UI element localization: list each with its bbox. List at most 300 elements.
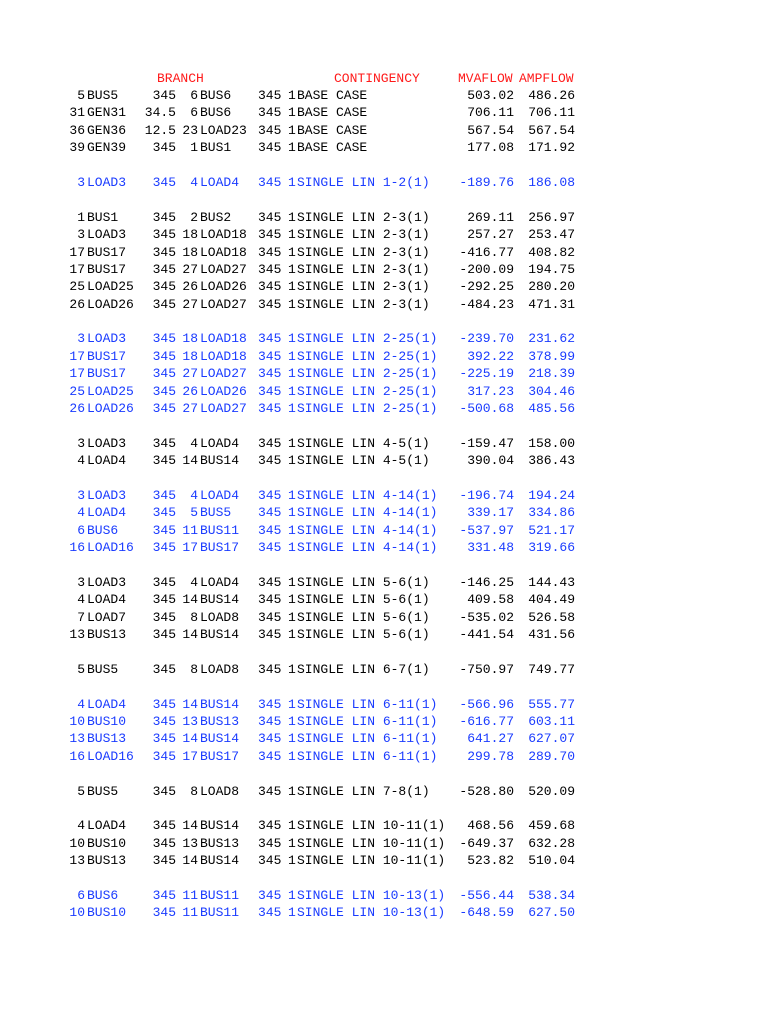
ampflow-value: 186.08 (528, 174, 575, 190)
circuit-id: 1 (288, 140, 296, 156)
from-kv: 345 (152, 835, 176, 851)
ampflow-value: 158.00 (528, 435, 575, 451)
contingency-name: SINGLE LIN 5-6(1) (297, 592, 430, 608)
ampflow-value: 378.99 (528, 348, 575, 364)
table-row (0, 539, 768, 556)
from-bus-name: LOAD4 (87, 696, 127, 712)
from-kv: 345 (152, 905, 176, 921)
mvaflow-value: -441.54 (459, 627, 514, 643)
group-spacer (0, 313, 768, 330)
circuit-id: 1 (288, 435, 296, 451)
from-bus-name: LOAD3 (87, 331, 127, 347)
contingency-name: SINGLE LIN 1-2(1) (297, 174, 430, 190)
mvaflow-value: 641.27 (467, 731, 514, 747)
contingency-name: BASE CASE (297, 88, 368, 103)
to-bus-number: 8 (190, 783, 198, 799)
from-bus-number: 3 (77, 174, 85, 190)
circuit-id: 1 (288, 261, 296, 277)
group-spacer (0, 800, 768, 817)
to-kv: 345 (258, 261, 282, 277)
circuit-id: 1 (288, 487, 296, 503)
group-spacer (0, 191, 768, 208)
table-row (0, 783, 768, 800)
to-bus-number: 11 (182, 905, 198, 921)
ampflow-value: 319.66 (528, 540, 575, 556)
header-contingency: CONTINGENCY (334, 71, 420, 86)
table-row (0, 348, 768, 365)
mvaflow-value: 503.02 (467, 88, 514, 103)
to-bus-name: BUS14 (200, 627, 240, 643)
contingency-name: SINGLE LIN 4-14(1) (297, 522, 438, 538)
circuit-id: 1 (288, 731, 296, 747)
to-bus-number: 23 (182, 122, 198, 138)
to-bus-number: 4 (190, 574, 198, 590)
mvaflow-value: -200.09 (459, 261, 514, 277)
mvaflow-value: -528.80 (459, 783, 514, 799)
from-bus-number: 5 (77, 661, 85, 677)
table-row (0, 435, 768, 452)
to-bus-name: BUS14 (200, 696, 240, 712)
from-bus-name: LOAD3 (87, 487, 127, 503)
contingency-name: SINGLE LIN 2-25(1) (297, 331, 438, 347)
contingency-name: SINGLE LIN 6-11(1) (297, 748, 438, 764)
from-bus-number: 5 (77, 783, 85, 799)
mvaflow-value: -556.44 (459, 887, 514, 903)
ampflow-value: 632.28 (528, 835, 575, 851)
to-bus-number: 8 (190, 609, 198, 625)
header-ampflow: AMPFLOW (519, 71, 574, 86)
to-bus-number: 13 (182, 714, 198, 730)
to-bus-number: 27 (182, 261, 198, 277)
to-bus-name: LOAD27 (200, 401, 247, 417)
to-bus-number: 13 (182, 835, 198, 851)
table-row (0, 261, 768, 278)
to-kv: 345 (258, 661, 282, 677)
to-kv: 345 (258, 296, 282, 312)
to-kv: 345 (258, 487, 282, 503)
to-kv: 345 (258, 540, 282, 556)
mvaflow-value: -566.96 (459, 696, 514, 712)
table-row (0, 365, 768, 382)
to-kv: 345 (258, 209, 282, 225)
from-bus-number: 3 (77, 574, 85, 590)
from-bus-name: GEN31 (87, 105, 127, 121)
to-bus-name: LOAD18 (200, 244, 247, 260)
from-bus-number: 17 (69, 366, 85, 382)
mvaflow-value: 392.22 (467, 348, 514, 364)
to-bus-number: 27 (182, 296, 198, 312)
circuit-id: 1 (288, 887, 296, 903)
from-bus-name: LOAD3 (87, 174, 127, 190)
from-bus-name: BUS5 (87, 783, 119, 799)
to-bus-number: 2 (190, 209, 198, 225)
to-kv: 345 (258, 905, 282, 921)
mvaflow-value: -750.97 (459, 661, 514, 677)
from-bus-name: BUS13 (87, 731, 127, 747)
from-bus-number: 17 (69, 261, 85, 277)
circuit-id: 1 (288, 783, 296, 799)
to-bus-number: 1 (190, 140, 198, 156)
from-kv: 34.5 (144, 105, 176, 121)
from-kv: 12.5 (144, 122, 176, 138)
contingency-name: SINGLE LIN 6-11(1) (297, 731, 438, 747)
to-bus-name: LOAD26 (200, 383, 247, 399)
mvaflow-value: -146.25 (459, 574, 514, 590)
from-bus-name: LOAD4 (87, 818, 127, 834)
from-bus-number: 7 (77, 609, 85, 625)
mvaflow-value: -649.37 (459, 835, 514, 851)
to-kv: 345 (258, 435, 282, 451)
from-bus-number: 13 (69, 627, 85, 643)
table-row (0, 330, 768, 347)
mvaflow-value: -648.59 (459, 905, 514, 921)
from-bus-name: BUS17 (87, 366, 127, 382)
contingency-name: SINGLE LIN 2-3(1) (297, 279, 430, 295)
circuit-id: 1 (288, 296, 296, 312)
to-bus-name: BUS6 (200, 105, 232, 121)
circuit-id: 1 (288, 105, 296, 121)
to-bus-number: 14 (182, 453, 198, 469)
mvaflow-value: -292.25 (459, 279, 514, 295)
from-kv: 345 (152, 435, 176, 451)
from-bus-name: BUS5 (87, 88, 119, 103)
table-row (0, 400, 768, 417)
to-kv: 345 (258, 574, 282, 590)
from-kv: 345 (152, 296, 176, 312)
table-row (0, 522, 768, 539)
to-kv: 345 (258, 348, 282, 364)
ampflow-value: 520.09 (528, 783, 575, 799)
to-bus-name: BUS14 (200, 731, 240, 747)
contingency-name: BASE CASE (297, 140, 368, 156)
circuit-id: 1 (288, 835, 296, 851)
mvaflow-value: -189.76 (459, 174, 514, 190)
from-bus-number: 10 (69, 905, 85, 921)
to-bus-name: LOAD8 (200, 661, 240, 677)
to-kv: 345 (258, 174, 282, 190)
from-bus-name: BUS13 (87, 627, 127, 643)
from-bus-name: LOAD25 (87, 279, 134, 295)
ampflow-value: 280.20 (528, 279, 575, 295)
from-bus-name: LOAD4 (87, 453, 127, 469)
ampflow-value: 526.58 (528, 609, 575, 625)
table-row (0, 730, 768, 747)
from-kv: 345 (152, 279, 176, 295)
from-bus-name: BUS17 (87, 348, 127, 364)
ampflow-value: 431.56 (528, 627, 575, 643)
to-bus-number: 14 (182, 853, 198, 869)
to-bus-name: BUS14 (200, 818, 240, 834)
from-kv: 345 (152, 627, 176, 643)
from-bus-number: 25 (69, 279, 85, 295)
contingency-name: SINGLE LIN 4-14(1) (297, 505, 438, 521)
ampflow-value: 334.86 (528, 505, 575, 521)
from-kv: 345 (152, 487, 176, 503)
circuit-id: 1 (288, 714, 296, 730)
to-kv: 345 (258, 401, 282, 417)
from-kv: 345 (152, 227, 176, 243)
table-row (0, 209, 768, 226)
ampflow-value: 486.26 (528, 88, 575, 103)
to-bus-name: BUS11 (200, 522, 240, 538)
report-table (0, 87, 768, 922)
contingency-name: SINGLE LIN 7-8(1) (297, 783, 430, 799)
to-bus-number: 18 (182, 227, 198, 243)
circuit-id: 1 (288, 540, 296, 556)
contingency-name: SINGLE LIN 2-3(1) (297, 296, 430, 312)
to-bus-name: LOAD23 (200, 122, 247, 138)
from-bus-name: LOAD4 (87, 592, 127, 608)
circuit-id: 1 (288, 905, 296, 921)
from-kv: 345 (152, 818, 176, 834)
mvaflow-value: 331.48 (467, 540, 514, 556)
table-row (0, 696, 768, 713)
circuit-id: 1 (288, 366, 296, 382)
table-row (0, 296, 768, 313)
from-bus-number: 13 (69, 731, 85, 747)
to-kv: 345 (258, 887, 282, 903)
to-bus-name: LOAD8 (200, 783, 240, 799)
to-bus-name: BUS6 (200, 88, 232, 103)
mvaflow-value: 257.27 (467, 227, 514, 243)
to-bus-number: 6 (190, 88, 198, 103)
from-bus-name: LOAD3 (87, 227, 127, 243)
contingency-name: SINGLE LIN 2-25(1) (297, 401, 438, 417)
from-kv: 345 (152, 261, 176, 277)
contingency-name: SINGLE LIN 4-14(1) (297, 487, 438, 503)
table-row (0, 487, 768, 504)
to-kv: 345 (258, 140, 282, 156)
to-bus-number: 17 (182, 540, 198, 556)
from-bus-name: LOAD3 (87, 435, 127, 451)
ampflow-value: 627.07 (528, 731, 575, 747)
circuit-id: 1 (288, 88, 296, 103)
mvaflow-value: -225.19 (459, 366, 514, 382)
mvaflow-value: 299.78 (467, 748, 514, 764)
ampflow-value: 510.04 (528, 853, 575, 869)
to-bus-number: 14 (182, 818, 198, 834)
from-kv: 345 (152, 366, 176, 382)
group-spacer (0, 765, 768, 782)
contingency-name: SINGLE LIN 6-11(1) (297, 714, 438, 730)
to-bus-name: BUS2 (200, 209, 232, 225)
mvaflow-value: 523.82 (467, 853, 514, 869)
contingency-name: SINGLE LIN 2-3(1) (297, 227, 430, 243)
from-kv: 345 (152, 401, 176, 417)
ampflow-value: 408.82 (528, 244, 575, 260)
contingency-name: SINGLE LIN 10-11(1) (297, 835, 446, 851)
circuit-id: 1 (288, 609, 296, 625)
from-bus-name: LOAD3 (87, 574, 127, 590)
mvaflow-value: -535.02 (459, 609, 514, 625)
contingency-name: SINGLE LIN 2-3(1) (297, 261, 430, 277)
mvaflow-value: 409.58 (467, 592, 514, 608)
mvaflow-value: 390.04 (467, 453, 514, 469)
to-bus-name: BUS14 (200, 592, 240, 608)
header-branch: BRANCH (157, 71, 204, 86)
from-bus-number: 26 (69, 296, 85, 312)
table-row (0, 87, 768, 104)
mvaflow-value: 468.56 (467, 818, 514, 834)
from-bus-name: LOAD7 (87, 609, 127, 625)
from-bus-number: 4 (77, 818, 85, 834)
circuit-id: 1 (288, 505, 296, 521)
from-bus-name: BUS6 (87, 887, 119, 903)
group-spacer (0, 157, 768, 174)
to-bus-name: BUS17 (200, 748, 240, 764)
to-bus-name: LOAD26 (200, 279, 247, 295)
from-bus-name: GEN36 (87, 122, 127, 138)
to-bus-name: LOAD8 (200, 609, 240, 625)
circuit-id: 1 (288, 401, 296, 417)
table-row (0, 713, 768, 730)
circuit-id: 1 (288, 522, 296, 538)
to-bus-name: LOAD18 (200, 348, 247, 364)
ampflow-value: 706.11 (528, 105, 575, 121)
to-kv: 345 (258, 714, 282, 730)
to-bus-name: BUS13 (200, 835, 240, 851)
to-bus-number: 26 (182, 383, 198, 399)
to-kv: 345 (258, 366, 282, 382)
from-bus-number: 16 (69, 540, 85, 556)
from-kv: 345 (152, 88, 176, 103)
mvaflow-value: -537.97 (459, 522, 514, 538)
from-kv: 345 (152, 661, 176, 677)
from-kv: 345 (152, 505, 176, 521)
contingency-name: SINGLE LIN 6-11(1) (297, 696, 438, 712)
table-row (0, 852, 768, 869)
to-bus-number: 18 (182, 331, 198, 347)
from-bus-number: 31 (69, 105, 85, 121)
circuit-id: 1 (288, 748, 296, 764)
to-bus-number: 8 (190, 661, 198, 677)
ampflow-value: 304.46 (528, 383, 575, 399)
to-bus-number: 14 (182, 592, 198, 608)
circuit-id: 1 (288, 227, 296, 243)
ampflow-value: 567.54 (528, 122, 575, 138)
ampflow-value: 471.31 (528, 296, 575, 312)
to-bus-number: 18 (182, 348, 198, 364)
from-bus-number: 5 (77, 88, 85, 103)
to-kv: 345 (258, 331, 282, 347)
from-bus-name: BUS13 (87, 853, 127, 869)
to-kv: 345 (258, 748, 282, 764)
from-bus-number: 36 (69, 122, 85, 138)
to-bus-name: LOAD27 (200, 366, 247, 382)
to-bus-name: BUS14 (200, 453, 240, 469)
table-row (0, 383, 768, 400)
table-row (0, 835, 768, 852)
ampflow-value: 485.56 (528, 401, 575, 417)
from-kv: 345 (152, 383, 176, 399)
from-kv: 345 (152, 592, 176, 608)
circuit-id: 1 (288, 348, 296, 364)
to-kv: 345 (258, 696, 282, 712)
to-bus-number: 4 (190, 435, 198, 451)
contingency-name: SINGLE LIN 2-3(1) (297, 209, 430, 225)
to-bus-number: 14 (182, 627, 198, 643)
to-bus-name: LOAD4 (200, 435, 240, 451)
contingency-name: SINGLE LIN 10-11(1) (297, 818, 446, 834)
to-bus-name: BUS14 (200, 853, 240, 869)
mvaflow-value: -616.77 (459, 714, 514, 730)
ampflow-value: 253.47 (528, 227, 575, 243)
contingency-name: SINGLE LIN 2-3(1) (297, 244, 430, 260)
contingency-name: SINGLE LIN 5-6(1) (297, 627, 430, 643)
contingency-name: SINGLE LIN 5-6(1) (297, 574, 430, 590)
ampflow-value: 749.77 (528, 661, 575, 677)
ampflow-value: 404.49 (528, 592, 575, 608)
to-bus-number: 11 (182, 887, 198, 903)
table-row (0, 609, 768, 626)
from-bus-number: 4 (77, 592, 85, 608)
from-kv: 345 (152, 853, 176, 869)
from-kv: 345 (152, 174, 176, 190)
mvaflow-value: 567.54 (467, 122, 514, 138)
table-row (0, 904, 768, 921)
to-bus-name: LOAD4 (200, 174, 240, 190)
ampflow-value: 555.77 (528, 696, 575, 712)
from-bus-name: BUS17 (87, 261, 127, 277)
circuit-id: 1 (288, 209, 296, 225)
table-row (0, 661, 768, 678)
group-spacer (0, 417, 768, 434)
to-bus-name: LOAD4 (200, 574, 240, 590)
from-bus-name: LOAD25 (87, 383, 134, 399)
from-bus-number: 1 (77, 209, 85, 225)
mvaflow-value: 339.17 (467, 505, 514, 521)
mvaflow-value: 269.11 (467, 209, 514, 225)
ampflow-value: 627.50 (528, 905, 575, 921)
from-kv: 345 (152, 209, 176, 225)
ampflow-value: 231.62 (528, 331, 575, 347)
circuit-id: 1 (288, 244, 296, 260)
to-bus-name: LOAD27 (200, 261, 247, 277)
circuit-id: 1 (288, 661, 296, 677)
from-bus-number: 3 (77, 435, 85, 451)
ampflow-value: 603.11 (528, 714, 575, 730)
to-bus-number: 14 (182, 731, 198, 747)
group-spacer (0, 644, 768, 661)
from-bus-name: LOAD4 (87, 505, 127, 521)
to-bus-number: 11 (182, 522, 198, 538)
to-kv: 345 (258, 835, 282, 851)
to-bus-number: 4 (190, 487, 198, 503)
from-bus-name: LOAD16 (87, 540, 134, 556)
to-kv: 345 (258, 783, 282, 799)
contingency-name: SINGLE LIN 10-13(1) (297, 905, 446, 921)
header-mvaflow: MVAFLOW (458, 71, 513, 86)
from-bus-name: LOAD16 (87, 748, 134, 764)
to-bus-number: 27 (182, 366, 198, 382)
to-kv: 345 (258, 592, 282, 608)
from-bus-name: BUS10 (87, 905, 127, 921)
contingency-name: SINGLE LIN 2-25(1) (297, 383, 438, 399)
circuit-id: 1 (288, 383, 296, 399)
to-bus-number: 14 (182, 696, 198, 712)
to-kv: 345 (258, 88, 282, 103)
from-bus-name: BUS10 (87, 714, 127, 730)
to-kv: 345 (258, 105, 282, 121)
table-row (0, 174, 768, 191)
from-kv: 345 (152, 140, 176, 156)
from-bus-number: 10 (69, 835, 85, 851)
circuit-id: 1 (288, 574, 296, 590)
circuit-id: 1 (288, 627, 296, 643)
group-spacer (0, 470, 768, 487)
circuit-id: 1 (288, 279, 296, 295)
mvaflow-value: -484.23 (459, 296, 514, 312)
